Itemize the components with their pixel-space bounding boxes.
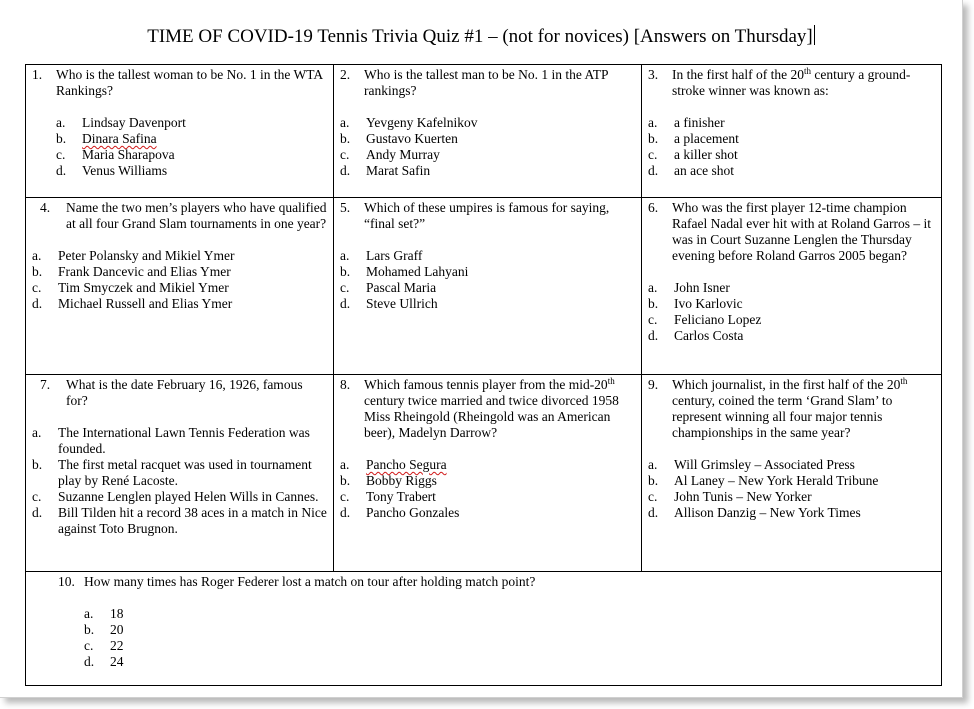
option-letter: c. xyxy=(340,147,350,162)
option-text: Michael Russell and Elias Ymer xyxy=(58,296,233,311)
question-text: Which of these umpires is famous for saying, “final set?” xyxy=(364,200,610,231)
option-item xyxy=(648,296,935,312)
option-letter: c. xyxy=(340,280,350,295)
superscript: th xyxy=(803,66,811,76)
option-item xyxy=(340,457,635,473)
option-text: Pascal Maria xyxy=(366,280,437,295)
option-item xyxy=(84,606,935,622)
option-item xyxy=(32,489,327,505)
option-item xyxy=(340,131,635,147)
option-item xyxy=(648,163,935,179)
option-text: Frank Dancevic and Elias Ymer xyxy=(58,264,231,279)
option-text: Ivo Karlovic xyxy=(674,296,743,311)
question-text: Name the two men’s players who have qualified at all four Grand Slam tournaments in one year? xyxy=(66,200,327,231)
option-text: Tony Trabert xyxy=(366,489,436,504)
option-item xyxy=(32,280,327,296)
question-cell-9 xyxy=(642,375,942,572)
question-number: 4. xyxy=(40,200,51,215)
option-text: Bill Tilden hit a record 38 aces in a match in Nice against Toto Brugnon. xyxy=(58,505,327,536)
option-item xyxy=(340,280,635,296)
option-item xyxy=(648,489,935,505)
question-text xyxy=(672,377,935,441)
option-item xyxy=(648,147,935,163)
option-item xyxy=(84,622,935,638)
option-item xyxy=(340,264,635,280)
option-letter: a. xyxy=(340,248,350,263)
quiz-row-4 xyxy=(26,572,942,686)
option-letter: a. xyxy=(648,115,658,130)
question-cell-4 xyxy=(26,198,334,375)
question-text: Who is the tallest man to be No. 1 in the ATP rankings? xyxy=(364,67,608,98)
option-letter: b. xyxy=(32,264,43,279)
option-letter: b. xyxy=(648,473,659,488)
option-item xyxy=(648,115,935,131)
question-number: 6. xyxy=(648,200,659,215)
question-cell-7 xyxy=(26,375,334,572)
question-text xyxy=(672,67,935,99)
option-item xyxy=(340,163,635,179)
question-text: Who is the tallest woman to be No. 1 in the WTA Rankings? xyxy=(56,67,323,98)
option-text: Maria Sharapova xyxy=(82,147,175,162)
option-item xyxy=(84,638,935,654)
option-letter: c. xyxy=(648,489,658,504)
question-1 xyxy=(32,67,327,99)
option-text: Will Grimsley – Associated Press xyxy=(674,457,855,472)
text-cursor xyxy=(814,25,815,45)
question-text-part: century twice married and twice divorced 1958 Miss Rheingold (Rheingold was an American beer), Madelyn Darrow? xyxy=(364,393,619,440)
question-8 xyxy=(340,377,635,441)
question-number: 5. xyxy=(340,200,351,215)
question-10 xyxy=(32,574,935,590)
option-letter: d. xyxy=(32,505,43,520)
question-cell-3 xyxy=(642,65,942,198)
option-text: a finisher xyxy=(674,115,725,130)
option-item xyxy=(340,115,635,131)
option-item xyxy=(32,457,327,489)
options-list xyxy=(648,280,935,344)
option-item xyxy=(648,280,935,296)
question-number: 10. xyxy=(58,574,75,589)
question-cell-2 xyxy=(334,65,642,198)
quiz-table xyxy=(25,64,942,686)
option-letter: a. xyxy=(32,248,42,263)
question-6 xyxy=(648,200,935,264)
option-text: Lindsay Davenport xyxy=(82,115,186,130)
option-item xyxy=(56,147,327,163)
option-text: Allison Danzig – New York Times xyxy=(674,505,861,520)
option-text: Pancho Gonzales xyxy=(366,505,460,520)
question-number: 9. xyxy=(648,377,659,392)
options-list xyxy=(340,248,635,312)
options-list xyxy=(32,425,327,537)
option-text: Venus Williams xyxy=(82,163,168,178)
options-list xyxy=(648,457,935,521)
option-text: John Isner xyxy=(674,280,730,295)
question-cell-10 xyxy=(26,572,942,686)
option-text: John Tunis – New Yorker xyxy=(674,489,812,504)
option-letter: d. xyxy=(84,654,95,669)
quiz-row-2 xyxy=(26,198,942,375)
question-cell-5 xyxy=(334,198,642,375)
option-letter: b. xyxy=(56,131,67,146)
option-letter: d. xyxy=(340,505,351,520)
option-item xyxy=(340,489,635,505)
option-letter: d. xyxy=(648,505,659,520)
question-3 xyxy=(648,67,935,99)
question-number: 1. xyxy=(32,67,43,82)
option-letter: b. xyxy=(32,457,43,472)
option-text: Pancho Segura xyxy=(366,457,447,472)
option-letter: c. xyxy=(32,280,42,295)
option-item xyxy=(56,131,327,147)
question-number: 7. xyxy=(40,377,51,392)
option-letter: a. xyxy=(84,606,94,621)
question-text-part: Which journalist, in the first half of the 20 xyxy=(672,377,901,392)
question-cell-8 xyxy=(334,375,642,572)
option-text: Marat Safin xyxy=(366,163,431,178)
option-text xyxy=(58,248,327,264)
quiz-row-1 xyxy=(26,65,942,198)
option-letter: a. xyxy=(648,457,658,472)
question-text: Who was the first player 12-time champion Rafael Nadal ever hit with at Roland Garros – it was in Court Suzanne Lenglen the Thursday evening before Roland Garros 2005 began? xyxy=(672,200,932,263)
question-cell-6 xyxy=(642,198,942,375)
question-text: How many times has Roger Federer lost a match on tour after holding match point? xyxy=(84,574,536,589)
option-letter: b. xyxy=(340,473,351,488)
option-letter: c. xyxy=(84,638,94,653)
option-item xyxy=(84,654,935,670)
question-number: 3. xyxy=(648,67,659,82)
option-text: 24 xyxy=(110,654,124,669)
option-text: Lars Graff xyxy=(366,248,423,263)
superscript: th xyxy=(607,376,615,386)
option-letter: b. xyxy=(340,131,351,146)
question-text-part: century, coined the term ‘Grand Slam’ to represent winning all four major tennis championships in the same year? xyxy=(672,393,893,440)
option-letter: a. xyxy=(32,425,42,440)
option-letter: d. xyxy=(56,163,67,178)
option-item xyxy=(56,163,327,179)
option-item xyxy=(56,115,327,131)
option-item xyxy=(648,473,935,489)
question-text-part: Which famous tennis player from the mid-20 xyxy=(364,377,608,392)
option-text-value: Peter Polansky and Mikiel Ymer xyxy=(58,248,235,263)
option-text: Feliciano Lopez xyxy=(674,312,762,327)
option-text: Dinara Safina xyxy=(82,131,157,146)
superscript: th xyxy=(900,376,908,386)
option-text: Al Laney – New York Herald Tribune xyxy=(674,473,879,488)
question-text-part: century a ground-stroke winner was known as: xyxy=(672,67,911,98)
option-text: an ace shot xyxy=(674,163,734,178)
question-9 xyxy=(648,377,935,441)
question-text-part: In the first half of the 20 xyxy=(672,67,804,82)
option-text: 22 xyxy=(110,638,124,653)
option-letter: a. xyxy=(340,115,350,130)
option-text: Andy Murray xyxy=(366,147,440,162)
quiz-row-3 xyxy=(26,375,942,572)
option-text: 18 xyxy=(110,606,124,621)
option-item xyxy=(32,248,327,264)
option-letter: b. xyxy=(648,131,659,146)
option-item xyxy=(340,505,635,521)
option-item xyxy=(648,505,935,521)
option-item xyxy=(32,264,327,280)
option-item xyxy=(32,425,327,457)
quiz-title[interactable] xyxy=(0,25,962,49)
options-list xyxy=(340,457,635,521)
option-letter: d. xyxy=(340,163,351,178)
options-list xyxy=(32,606,935,670)
option-item xyxy=(648,457,935,473)
option-letter: d. xyxy=(32,296,43,311)
question-text: What is the date February 16, 1926, famous for? xyxy=(66,377,303,408)
option-letter: c. xyxy=(32,489,42,504)
option-letter: d. xyxy=(648,163,659,178)
option-letter: c. xyxy=(340,489,350,504)
option-text: Bobby Riggs xyxy=(366,473,437,488)
question-number: 2. xyxy=(340,67,351,82)
option-item xyxy=(32,296,327,312)
option-letter: b. xyxy=(340,264,351,279)
options-list xyxy=(32,248,327,312)
option-text: The first metal racquet was used in tournament play by René Lacoste. xyxy=(58,457,312,488)
option-letter: a. xyxy=(340,457,350,472)
option-text: Yevgeny Kafelnikov xyxy=(366,115,478,130)
question-4 xyxy=(32,200,327,232)
question-cell-1 xyxy=(26,65,334,198)
option-text: Steve Ullrich xyxy=(366,296,438,311)
option-text: Gustavo Kuerten xyxy=(366,131,458,146)
option-letter: c. xyxy=(648,147,658,162)
option-item xyxy=(340,147,635,163)
option-letter: a. xyxy=(648,280,658,295)
option-item xyxy=(340,296,635,312)
option-text: Tim Smyczek and Mikiel Ymer xyxy=(58,280,229,295)
option-item xyxy=(648,312,935,328)
option-item xyxy=(32,505,327,537)
option-letter: c. xyxy=(648,312,658,327)
option-letter: b. xyxy=(84,622,95,637)
option-letter: a. xyxy=(56,115,66,130)
option-letter: b. xyxy=(648,296,659,311)
option-text: Mohamed Lahyani xyxy=(366,264,469,279)
option-text: 20 xyxy=(110,622,124,637)
option-item xyxy=(340,248,635,264)
option-item xyxy=(648,328,935,344)
option-item xyxy=(340,473,635,489)
question-2 xyxy=(340,67,635,99)
options-list xyxy=(340,115,635,179)
question-text xyxy=(364,377,635,441)
option-letter: d. xyxy=(648,328,659,343)
question-7 xyxy=(32,377,327,409)
option-letter: c. xyxy=(56,147,66,162)
option-text: a placement xyxy=(674,131,739,146)
options-list xyxy=(648,115,935,179)
option-letter: d. xyxy=(340,296,351,311)
option-text: Carlos Costa xyxy=(674,328,744,343)
question-5 xyxy=(340,200,635,232)
option-text: The International Lawn Tennis Federation was founded. xyxy=(58,425,310,456)
option-item xyxy=(648,131,935,147)
option-text: Suzanne Lenglen played Helen Wills in Cannes. xyxy=(58,489,319,504)
question-number: 8. xyxy=(340,377,351,392)
quiz-title-text: TIME OF COVID-19 Tennis Trivia Quiz #1 – (not for novices) [Answers on Thursday] xyxy=(147,26,813,47)
options-list xyxy=(32,115,327,179)
option-text: a killer shot xyxy=(674,147,738,162)
